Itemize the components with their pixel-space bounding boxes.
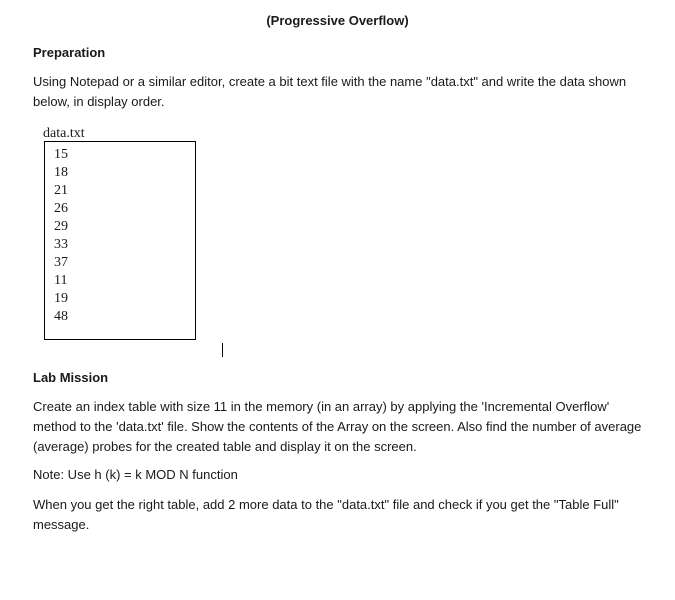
data-value: 11: [54, 273, 68, 288]
final-paragraph: When you get the right table, add 2 more data to the "data.txt" file and check if you get the "Table Full" message.: [33, 497, 619, 532]
data-file-box: [44, 141, 196, 340]
data-file-values: [54, 146, 68, 326]
data-file-label: data.txt: [43, 126, 85, 141]
data-value: 26: [54, 201, 68, 216]
data-value: 19: [54, 291, 68, 306]
data-value: 33: [54, 237, 68, 252]
document-title: (Progressive Overflow): [266, 13, 409, 28]
text-cursor[interactable]: [222, 343, 223, 357]
data-value: 29: [54, 219, 68, 234]
data-value: 15: [54, 147, 68, 162]
note-paragraph: Note: Use h (k) = k MOD N function: [33, 467, 238, 482]
preparation-heading: Preparation: [33, 45, 106, 60]
data-value: 18: [54, 165, 68, 180]
lab-mission-heading: Lab Mission: [33, 370, 109, 385]
preparation-paragraph: Using Notepad or a similar editor, create a bit text file with the name "data.txt" and write the data shown below, in display order.: [33, 74, 627, 109]
data-value: 48: [54, 309, 68, 324]
lab-mission-paragraph: Create an index table with size 11 in the memory (in an array) by applying the 'Incremental Overflow' method to the 'data.txt' file. Show the contents of the Array on the screen. Also find the number of average (average) probes for the created table and display it on the screen.: [33, 399, 642, 454]
data-value: 21: [54, 183, 68, 198]
data-value: 37: [54, 255, 68, 270]
